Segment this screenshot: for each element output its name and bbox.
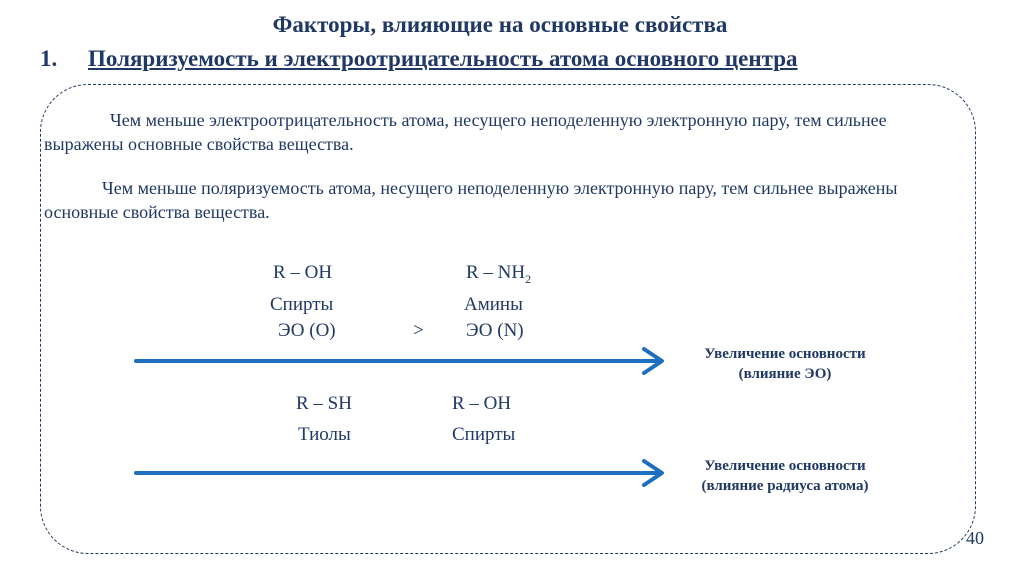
arrow-caption-radius: [675, 456, 895, 496]
slide-title: Факторы, влияющие на основные свойства: [272, 12, 728, 37]
slide-subtitle: [40, 46, 798, 72]
arrow-caption-electronegativity: [675, 344, 895, 384]
page-number: 40: [966, 528, 984, 548]
paragraph-electronegativity: [44, 108, 964, 156]
name-amines: Амины: [464, 294, 523, 315]
formula-amine-main: R – NH: [466, 262, 526, 283]
arrow-right-icon: [130, 346, 680, 376]
formula-amine: [466, 262, 531, 287]
eo-nitrogen: ЭО (N): [466, 320, 524, 341]
formula-thiol: R – SH: [296, 393, 352, 414]
name-thiols: Тиолы: [298, 424, 351, 445]
caption-line: Увеличение основности: [704, 458, 866, 474]
caption-line: (влияние радиуса атома): [701, 478, 869, 494]
eo-oxygen: ЭО (О): [278, 320, 336, 341]
paragraph-polarizability: [44, 176, 964, 224]
formula-alcohol-2: R – OH: [452, 393, 512, 414]
name-alcohols-2: Спирты: [452, 424, 516, 445]
subtitle-number: 1.: [40, 46, 58, 71]
subtitle-text: Поляризуемость и электроотрицательность атома основного центра: [88, 46, 798, 71]
caption-line: Увеличение основности: [704, 346, 866, 362]
paragraph-polarizability-text: Чем меньше поляризуемость атома, несущего неподеленную электронную пару, тем сильнее выражены основные свойства вещества.: [44, 178, 898, 222]
comparison-operator: >: [413, 320, 424, 341]
formula-alcohol: R – OH: [273, 262, 333, 283]
formula-amine-subscript: 2: [525, 271, 532, 286]
caption-line: (влияние ЭО): [738, 366, 832, 382]
paragraph-electronegativity-text: Чем меньше электроотрицательность атома, несущего неподеленную электронную пару, тем сильнее выражены основные свойства вещества.: [44, 110, 887, 154]
name-alcohols: Спирты: [270, 294, 334, 315]
arrow-right-icon: [130, 458, 680, 488]
